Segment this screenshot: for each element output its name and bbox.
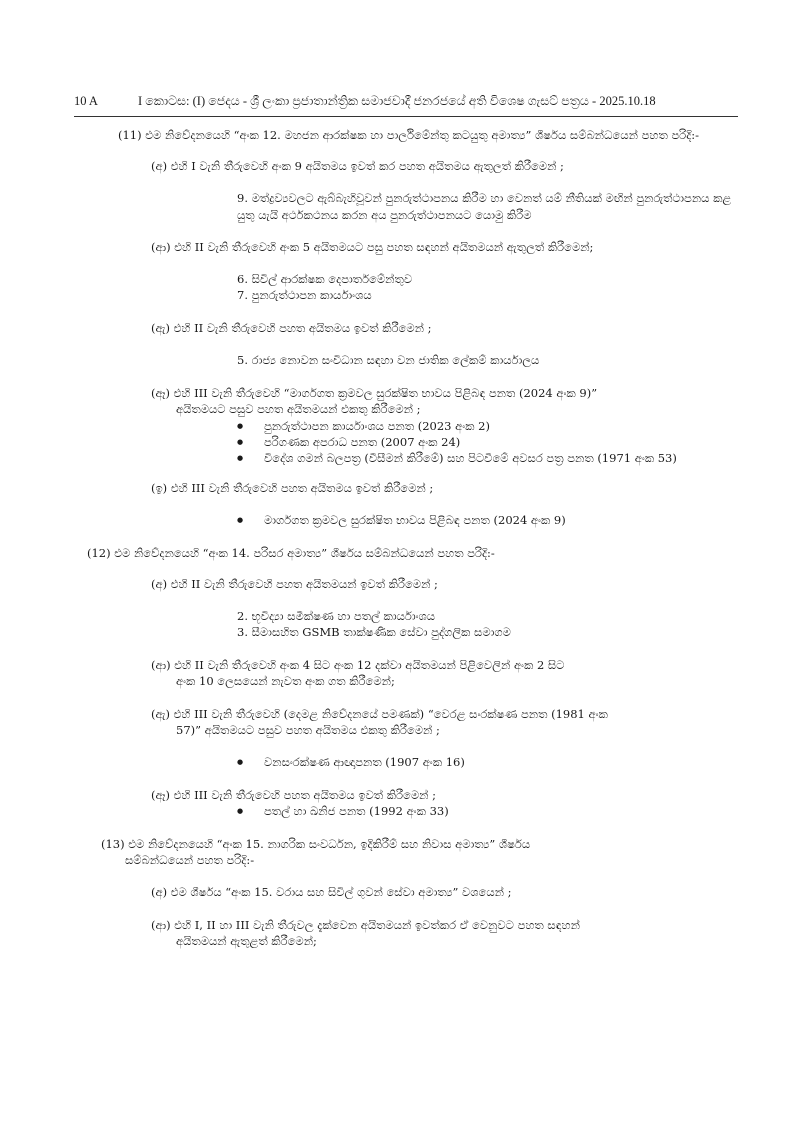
section-11-item-aae-cont: අයිතමයට පසුව පහත අයිතමයන් එකතු කිරීමෙන් ;: [176, 402, 421, 416]
section-11-item-ae-entry-5: 5. රාජ්‍ය නොවන සංවිධාන සඳහා වන ජාතික ලේකම් කාර්යාලය: [237, 353, 540, 367]
page-header: [74, 94, 740, 112]
section-11-item-aa: (ආ) එහි II වැනි තීරුවෙහි අංක 5 අයිතමයට පසු පහත සඳහන් අයිතමයන් ඇතුලත් කිරීමෙන්;: [151, 240, 594, 254]
section-13-intro-cont: සම්බන්ධයෙන් පහත පරිදි:-: [125, 853, 255, 867]
section-11-item-aae: (ඈ) එහි III වැනි තීරුවෙහි “මාර්ගගත ක්‍රමවල සුරක්ෂිත භාවය පිළිබඳ පනත (2024 අංක 9)”: [151, 386, 598, 400]
section-11-item-i-bullet-1: ● මාර්ගගත ක්‍රමවල සුරක්ෂිත භාවය පිළිබඳ පනත (2024 අංක 9): [264, 512, 566, 529]
page-number: 10 A: [74, 94, 98, 108]
section-11-item-aae-bullet-2: ● පරිගණක අපරාධ පනත (2007 අංක 24): [264, 434, 460, 451]
section-12-item-aa-cont: අංක 10 ලෙසයෙන් නැවත අංක ගත කිරීමෙන්;: [176, 674, 395, 688]
section-13-item-a: (අ) එම ශීර්ෂය “අංක 15. වරාය සහ සිවිල් ගුවන් සේවා අමාත්‍ය” වශයෙන් ;: [151, 885, 512, 899]
section-13-intro: (13) එම නිවේදනයෙහි “අංක 15. නාගරික සංවර්ධන, ඉදිකිරීම් සහ නිවාස අමාත්‍ය” ශීර්ෂය: [101, 837, 531, 851]
section-12-item-a-entry-3: 3. සීමාසහිත GSMB තාක්ෂණික සේවා පුද්ගලික සමාගම: [237, 625, 511, 639]
section-11-item-aa-entry-6: 6. සිවිල් ආරක්ෂක දෙපාර්තමේන්තුව: [237, 272, 413, 286]
section-12-item-aae-bullet-1: ● පතල් හා ඛනිජ පනත (1992 අංක 33): [264, 803, 449, 820]
section-11-item-aae-bullet-3: ● විදේශ ගමන් බලපත්‍ර (වීසීමන් කිරීමේ) සහ පිටවීමේ අවසර පත්‍ර පනත (1971 අංක 53): [264, 450, 677, 467]
section-11-item-i: (ඉ) එහි III වැනි තීරුවෙහි පහත අයිතමය ඉවත් කිරීමෙන් ;: [151, 481, 434, 495]
section-11-intro: (11) එම නිවේදනයෙහි “අංක 12. මහජන ආරක්ෂක හා පාර්ලිමේන්තු කටයුතු අමාත්‍ය” ශීර්ෂය සම්බන්ධයෙන් පහත පරිදි:-: [118, 128, 700, 142]
header-title: I කොටස: (I) ජෙදය - ශ්‍රී ලංකා ප්‍රජාතාන්ත්‍රික සමාජවාදී ජනරජයේ අති විශෙෂ ගැසට් පත්‍රය - 2025.10.18: [138, 94, 656, 108]
section-12-item-aae: (ඈ) එහි III වැනි තීරුවෙහි පහත අයිතමය ඉවත් කිරීමෙන් ;: [151, 788, 437, 802]
section-12-item-a: (අ) එහි II වැනි තීරුවෙහි පහත අයිතමයන් ඉවත් කිරීමෙන් ;: [151, 577, 438, 591]
section-12-item-a-entry-2: 2. භූවිද්‍යා සමීක්ෂණ හා පතල් කාර්යාංශය: [237, 609, 436, 623]
section-12-item-aa: (ආ) එහි II වැනි තීරුවෙහි අංක 4 සිට අංක 12 දක්වා අයිතමයන් පිළිවෙලින් අංක 2 සිට: [151, 658, 565, 672]
section-12-item-ae-cont: 57)” අයිතමයට පසුව පහත අයිතමය එකතු කිරීමෙන් ;: [176, 723, 440, 737]
section-13-item-aa: (ආ) එහි I, II හා III වැනි තීරුවල දැක්වෙන අයිතමයන් ඉවත්කර ඒ වෙනුවට පහත සඳහන්: [151, 918, 580, 932]
section-11-item-aae-bullet-1: ● පුනරුත්ථාපන කාර්යාංශය පනත (2023 අංක 2): [264, 418, 490, 435]
header-rule: [74, 116, 738, 117]
section-12-item-ae-bullet-1: ● වනසංරක්ෂණ ආඥාපනත (1907 අංක 16): [264, 754, 465, 771]
section-11-item-ae: (ඇ) එහි II වැනි තීරුවෙහි පහත අයිතමය ඉවත් කිරීමෙන් ;: [151, 321, 432, 335]
section-12-item-ae: (ඇ) එහි III වැනි තීරුවෙහි (දෙමළ නිවේදනයේ පමණක්) “වෙරළ සංරක්ෂණ පනත (1981 අංක: [151, 707, 608, 721]
section-11-item-aa-entry-7: 7. පුනරුත්ථාපන කාර්යාංශය: [237, 288, 372, 302]
section-13-item-aa-cont: අයිතමයන් ඇතුළත් කිරීමෙන්;: [176, 934, 317, 948]
section-12-intro: (12) එම නිවේදනයෙහි “අංක 14. පරිසර අමාත්‍ය” ශීර්ෂය සම්බන්ධයෙන් පහත පරිදි:-: [87, 546, 495, 560]
section-11-item-a-entry-9: 9. මත්ද්‍රව්‍යවලට ඇබ්බැහිවූවන් පුනරුත්ථාපනය කිරීම හා වෙනත් යම් නීතියක් මඟින් පුනරුත්ථාපනය කළ යුතු යැයි අර්ථකථනය කරන අය පුනරුත්ථාපනයට යොමු කිරීම: [237, 191, 732, 222]
section-11-item-a: (අ) එහි I වැනි තීරුවෙහි අංක 9 අයිතමය ඉවත් කර පහත අයිතමය ඇතුලත් කිරීමෙන් ;: [151, 159, 564, 173]
